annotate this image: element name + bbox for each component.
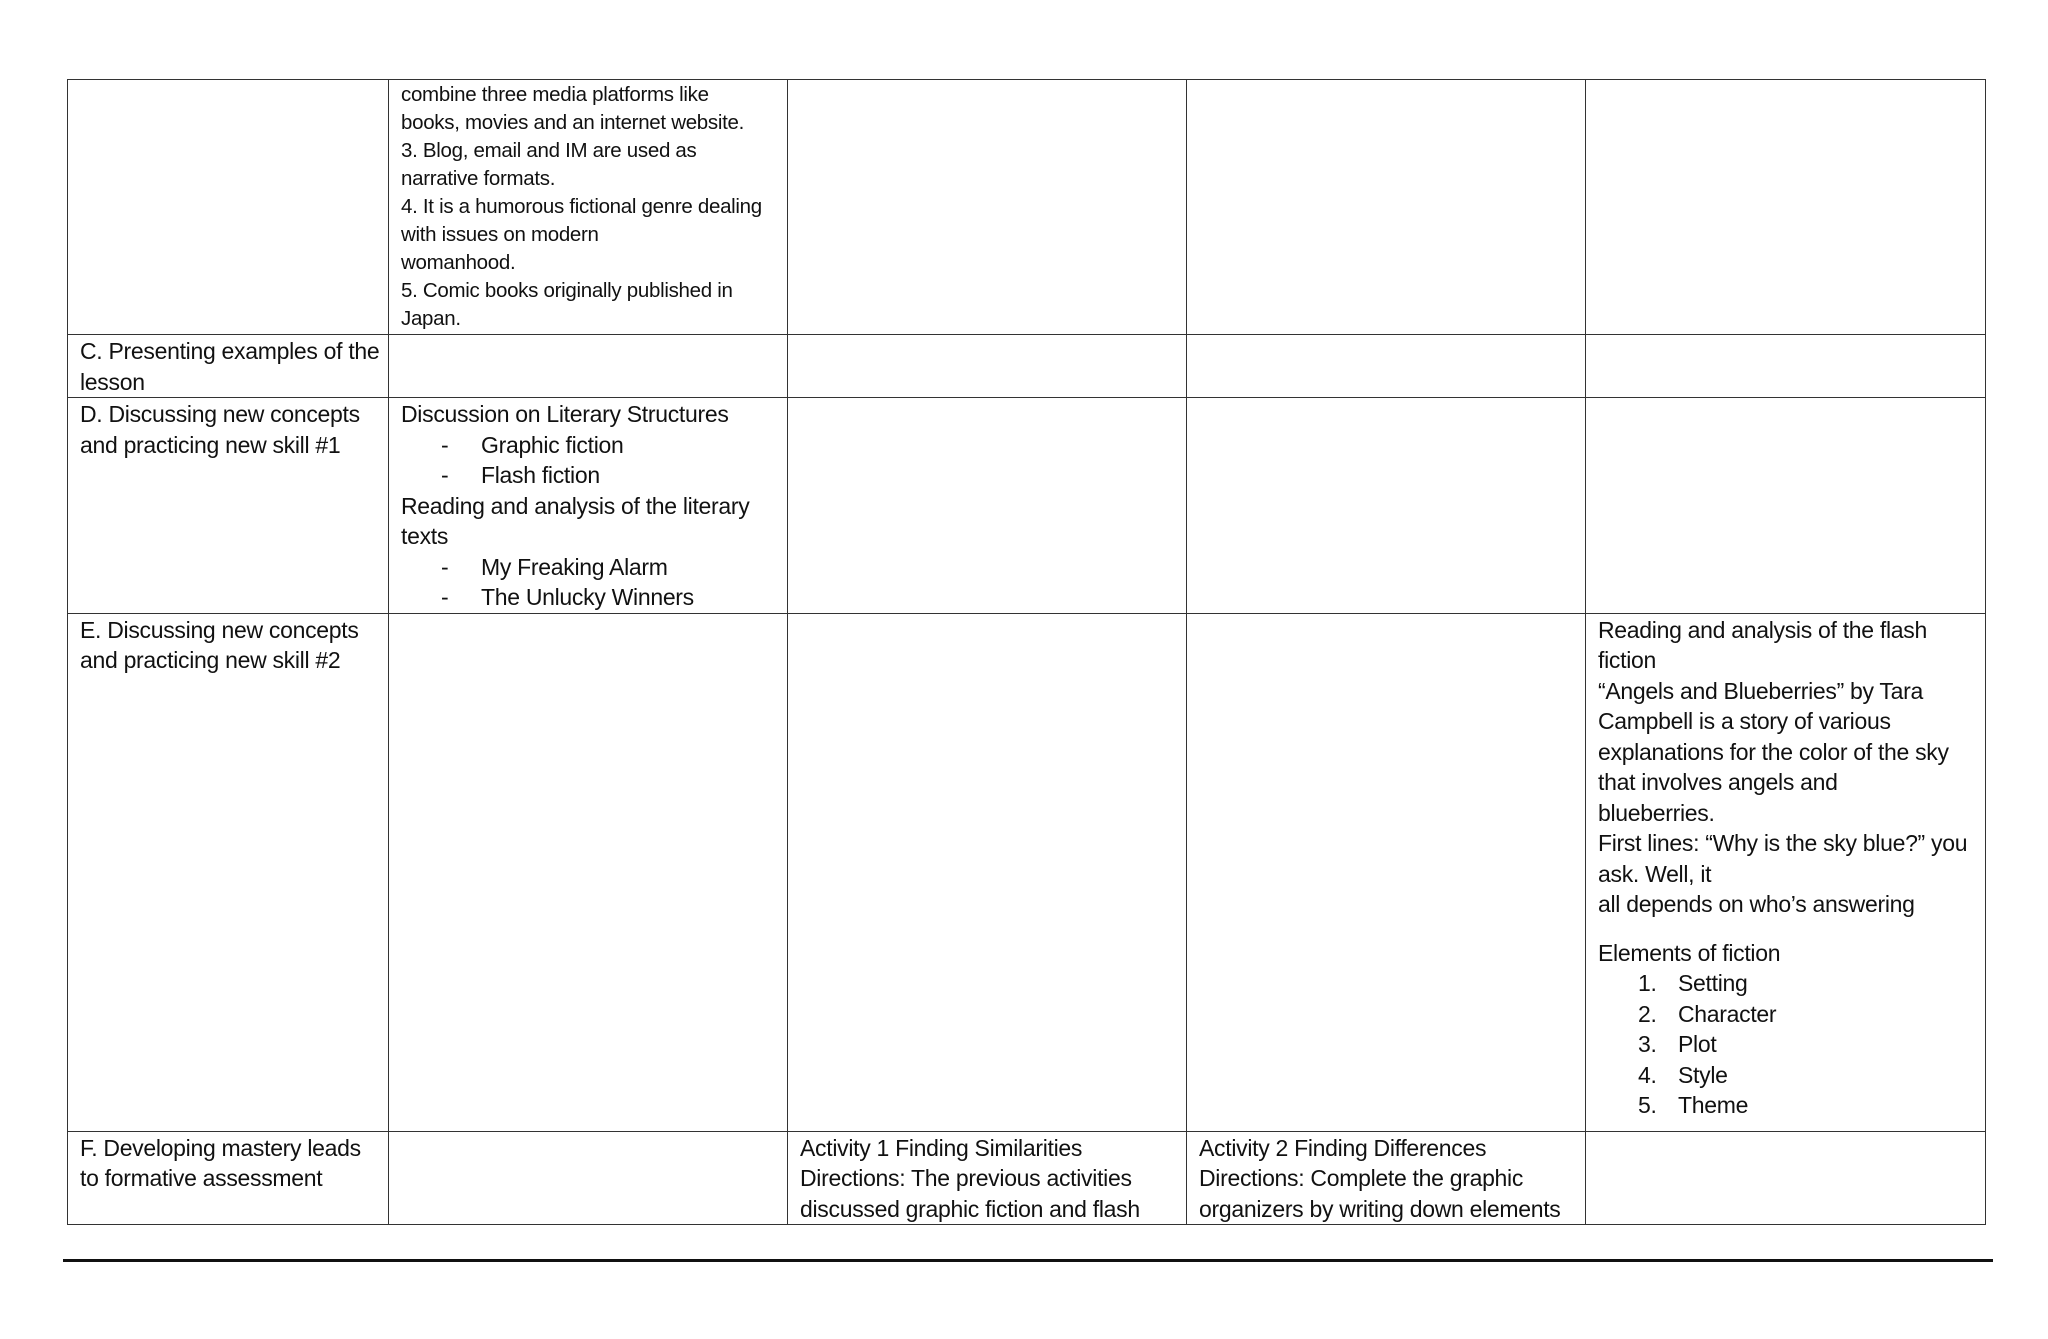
text-line: First lines: “Why is the sky blue?” you [1598,830,1968,856]
dash-bullet: - [441,584,449,610]
literary-structures-cell [389,398,788,614]
text-line: that involves angels and [1598,769,1838,795]
text-line: Reading and analysis of the flash [1598,616,1927,643]
activity-2-cell [1187,1131,1586,1225]
text-line: texts [401,523,449,549]
list-item [1598,1029,1973,1060]
table-row-e [68,613,1986,1131]
list-item-text: Setting [1678,970,1748,996]
list-item [1598,1090,1973,1121]
table-row-f [68,1131,1986,1225]
text-line: Japan. [401,307,461,330]
activity-title: Activity 1 Finding Similarities [800,1134,1083,1161]
row-label-line: D. Discussing new concepts [80,401,360,427]
text-line: ask. Well, it [1598,860,1712,887]
spacer [1598,920,1973,938]
review-answers-cell [389,80,788,335]
text-line: Directions: The previous activities [800,1165,1132,1191]
text-line: discussed graphic fiction and flash [800,1195,1140,1222]
lesson-plan-table [67,79,1986,1225]
empty-cell [1187,613,1586,1131]
text-line: books, movies and an internet website. [401,111,744,134]
list-number: 4. [1638,1061,1657,1088]
empty-cell [1586,335,1986,398]
row-label-line: to formative assessment [80,1165,323,1191]
empty-cell [1187,398,1586,614]
text-line: Directions: Complete the graphic [1199,1165,1524,1191]
list-item-text: Style [1678,1061,1728,1088]
text-line: “Angels and Blueberries” by Tara [1598,677,1923,704]
footer-divider [63,1259,1993,1262]
row-label-f [68,1131,389,1225]
list-item [1598,999,1973,1030]
row-label-line: E. Discussing new concepts [80,616,359,643]
section-heading: Discussion on Literary Structures [401,401,729,427]
text-line: Campbell is a story of various [1598,708,1891,734]
text-line: explanations for the color of the sky [1598,738,1949,765]
list-item [1598,1060,1973,1091]
empty-cell [788,613,1187,1131]
table-row-d [68,398,1986,614]
text-line: with issues on modern [401,223,599,246]
table-row-continuation [68,80,1986,335]
empty-cell [1586,398,1986,614]
empty-cell [389,1131,788,1225]
row-label-c [68,335,389,398]
text-line: blueberries. [1598,799,1715,826]
activity-1-cell [788,1131,1187,1225]
activity-title: Activity 2 Finding Differences [1199,1134,1487,1161]
list-number: 2. [1638,1000,1657,1027]
list-item-text: Flash fiction [481,462,600,488]
text-line: womanhood. [401,251,516,274]
empty-cell [788,80,1187,335]
text-line: Reading and analysis of the literary [401,492,750,519]
list-item [401,582,775,613]
row-label-line: and practicing new skill #1 [80,431,341,458]
dash-bullet: - [441,431,449,458]
list-item-text: Plot [1678,1031,1717,1057]
list-item-text: Theme [1678,1092,1749,1118]
list-number: 3. [1638,1031,1657,1057]
list-item-text: The Unlucky Winners [481,584,694,610]
list-item [401,460,775,491]
empty-cell [788,335,1187,398]
list-item-text: Graphic fiction [481,431,624,458]
list-item [1598,968,1973,999]
list-number: 1. [1638,970,1657,996]
row-label-line: C. Presenting examples of the [80,338,380,364]
text-line: narrative formats. [401,167,556,190]
row-label-line: lesson [80,368,145,395]
empty-cell [1586,80,1986,335]
empty-cell [788,398,1187,614]
text-line: organizers by writing down elements [1199,1195,1561,1222]
empty-cell [1187,335,1586,398]
table-row-c [68,335,1986,398]
text-line: all depends on who’s answering [1598,891,1915,917]
row-label-line: F. Developing mastery leads [80,1134,361,1161]
text-line: combine three media platforms like [401,83,709,106]
section-heading: Elements of fiction [1598,939,1781,966]
empty-cell [389,613,788,1131]
list-item [401,552,775,583]
empty-cell [389,335,788,398]
empty-cell [1187,80,1586,335]
empty-cell [1586,1131,1986,1225]
list-number: 5. [1638,1092,1657,1118]
text-line: 3. Blog, email and IM are used as [401,139,697,162]
row-label-d [68,398,389,614]
list-item-text: My Freaking Alarm [481,553,668,580]
row-label-e [68,613,389,1131]
dash-bullet: - [441,553,449,580]
dash-bullet: - [441,462,449,488]
list-item-text: Character [1678,1000,1777,1027]
text-line: 5. Comic books originally published in [401,279,733,302]
text-line: fiction [1598,647,1656,673]
flash-fiction-cell [1586,613,1986,1131]
row-label-line: and practicing new skill #2 [80,647,341,673]
row-label-empty [68,80,389,335]
list-item [401,430,775,461]
text-line: 4. It is a humorous fictional genre dealing [401,195,762,218]
